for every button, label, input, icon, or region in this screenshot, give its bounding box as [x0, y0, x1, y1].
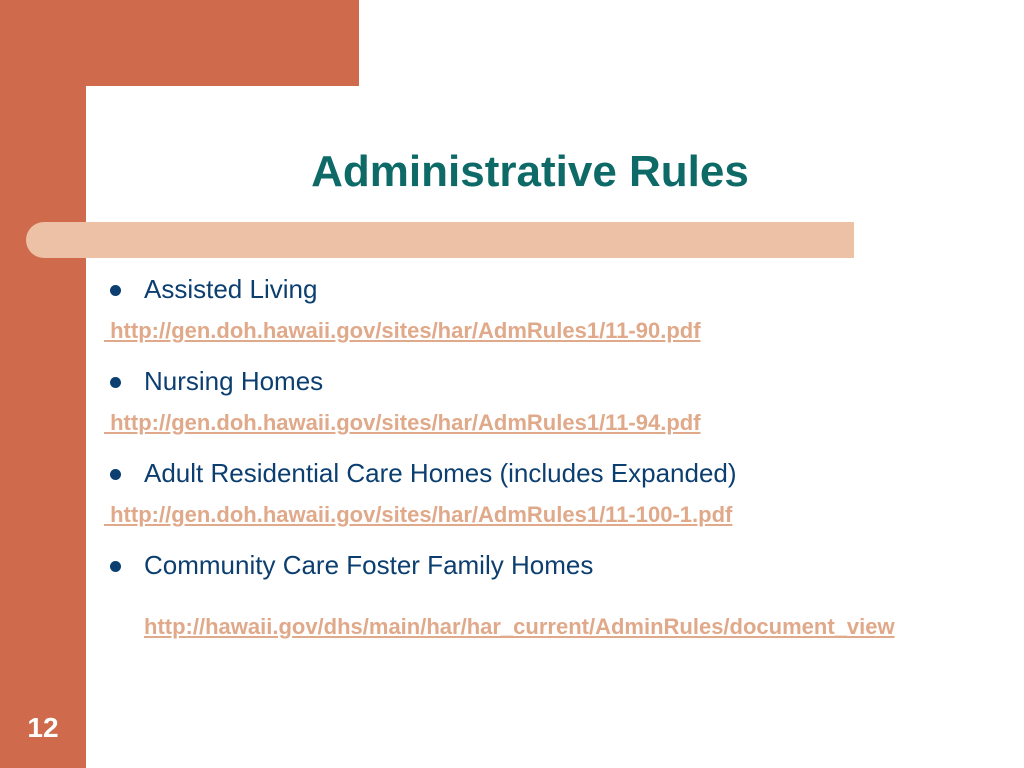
link-nursing-homes[interactable]: http://gen.doh.hawaii.gov/sites/har/AdmRules1/11-94.pdf [104, 410, 701, 435]
bullet-item-nursing-homes [104, 364, 964, 398]
bullet-dot-icon [110, 561, 121, 572]
slide-number: 12 [27, 712, 59, 743]
bullet-dot-icon [110, 285, 121, 296]
bullet-label: Adult Residential Care Homes (includes Expanded) [144, 458, 737, 488]
link-assisted-living[interactable]: http://gen.doh.hawaii.gov/sites/har/AdmRules1/11-90.pdf [104, 318, 701, 343]
bullet-item-assisted-living [104, 272, 964, 306]
bullet-dot-icon [110, 469, 121, 480]
bullet-dot-icon [110, 377, 121, 388]
link-adult-residential[interactable]: http://gen.doh.hawaii.gov/sites/har/AdmRules1/11-100-1.pdf [104, 502, 733, 527]
slide-title: Administrative Rules [311, 147, 749, 196]
link-foster-family[interactable]: http://hawaii.gov/dhs/main/har/har_current/AdminRules/document_view [144, 614, 895, 639]
bullet-label: Nursing Homes [144, 366, 324, 396]
bullet-item-adult-residential [104, 456, 964, 490]
title-underline-band [26, 222, 854, 258]
bullet-list [104, 272, 964, 644]
top-accent-block [0, 0, 359, 86]
bullet-label: Community Care Foster Family Homes [144, 550, 594, 580]
bullet-item-foster-family [104, 548, 964, 582]
left-accent-bar [0, 0, 86, 768]
bullet-label: Assisted Living [144, 274, 318, 304]
